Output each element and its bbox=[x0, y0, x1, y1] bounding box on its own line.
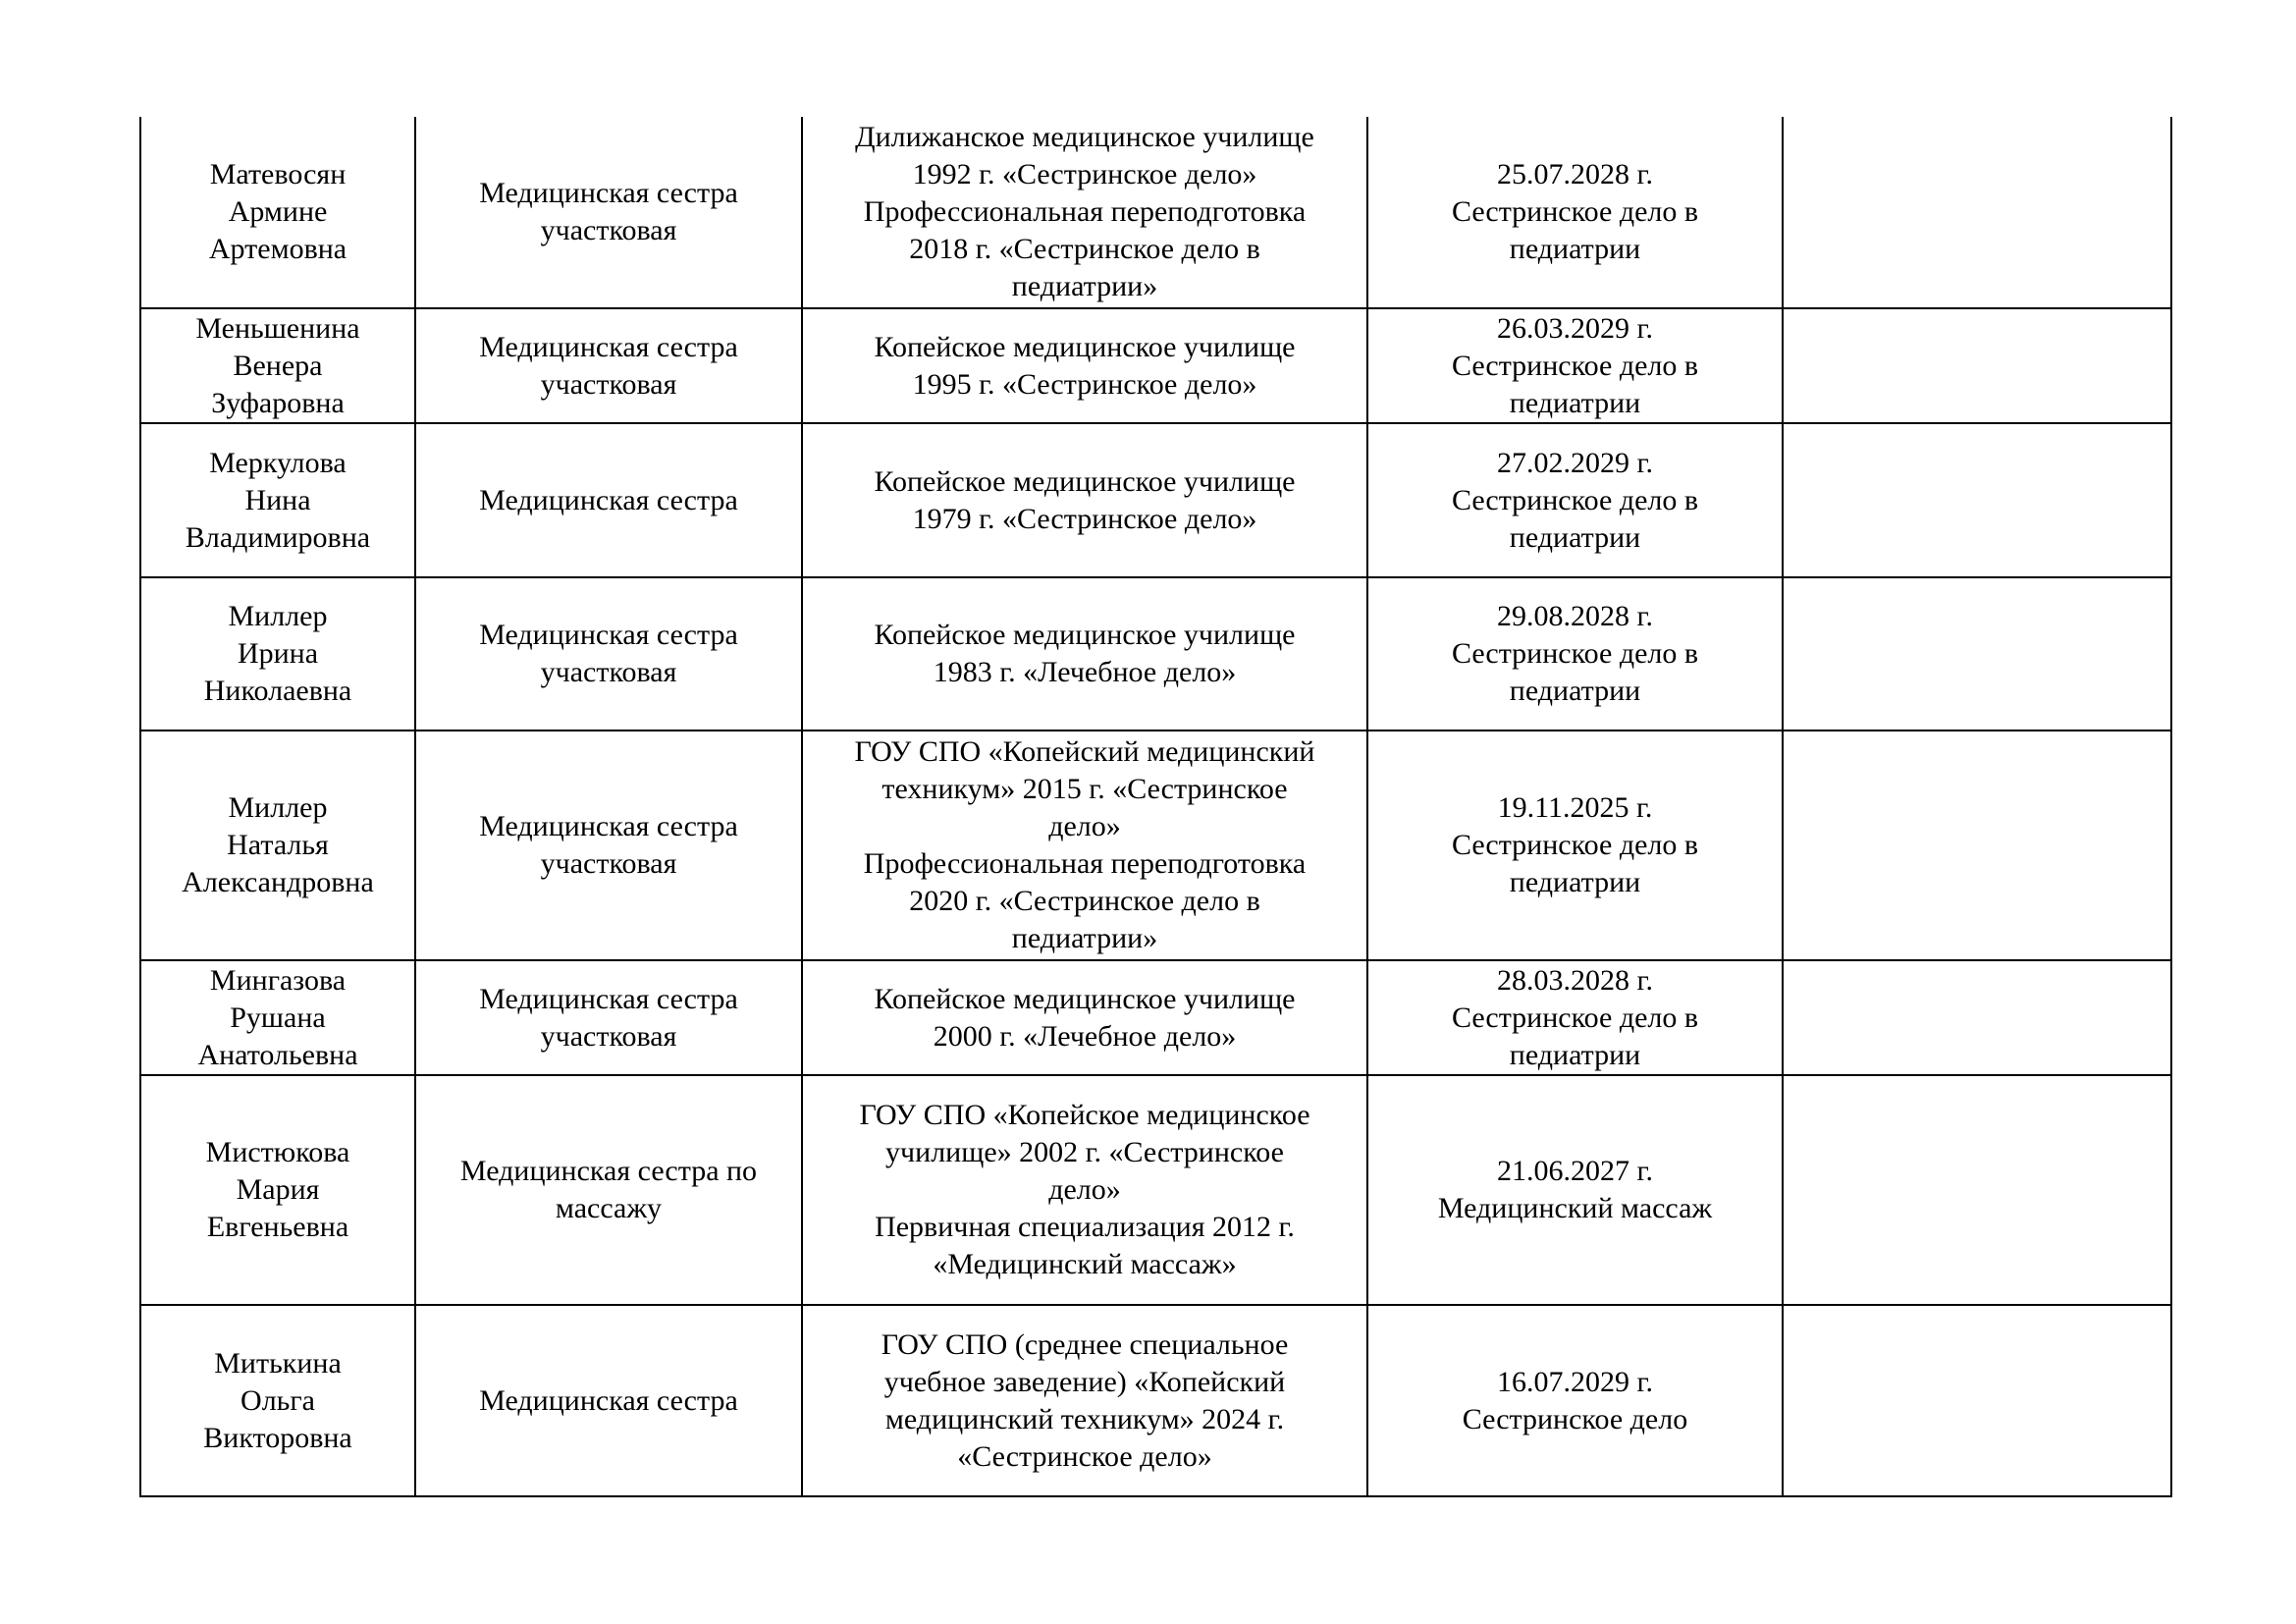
education-cell: Копейское медицинское училище 1995 г. «Сестринское дело» bbox=[802, 308, 1367, 423]
certificate-cell: 21.06.2027 г. Медицинский массаж bbox=[1367, 1075, 1783, 1305]
position-cell: Медицинская сестра bbox=[415, 1305, 802, 1496]
name-cell: Мингазова Рушана Анатольевна bbox=[140, 960, 415, 1075]
table-row bbox=[140, 960, 2171, 1075]
name-cell: Мистюкова Мария Евгеньевна bbox=[140, 1075, 415, 1305]
certificate-cell: 25.07.2028 г. Сестринское дело в педиатрии bbox=[1367, 117, 1783, 308]
name-cell: Миллер Ирина Николаевна bbox=[140, 577, 415, 731]
education-cell: ГОУ СПО «Копейский медицинский техникум» 2015 г. «Сестринское дело» Профессиональная переподготовка 2020 г. «Сестринское дело в педиатрии» bbox=[802, 731, 1367, 960]
table-row bbox=[140, 731, 2171, 960]
position-cell: Медицинская сестра по массажу bbox=[415, 1075, 802, 1305]
note-cell bbox=[1783, 731, 2171, 960]
note-cell bbox=[1783, 1075, 2171, 1305]
note-cell bbox=[1783, 308, 2171, 423]
certificate-cell: 19.11.2025 г. Сестринское дело в педиатрии bbox=[1367, 731, 1783, 960]
note-cell bbox=[1783, 117, 2171, 308]
staff-table bbox=[139, 117, 2172, 1497]
name-cell: Митькина Ольга Викторовна bbox=[140, 1305, 415, 1496]
table-row bbox=[140, 1075, 2171, 1305]
education-cell: Копейское медицинское училище 1983 г. «Лечебное дело» bbox=[802, 577, 1367, 731]
note-cell bbox=[1783, 577, 2171, 731]
certificate-cell: 29.08.2028 г. Сестринское дело в педиатрии bbox=[1367, 577, 1783, 731]
table-row bbox=[140, 117, 2171, 308]
note-cell bbox=[1783, 960, 2171, 1075]
certificate-cell: 26.03.2029 г. Сестринское дело в педиатрии bbox=[1367, 308, 1783, 423]
table-row bbox=[140, 577, 2171, 731]
education-cell: ГОУ СПО «Копейское медицинское училище» 2002 г. «Сестринское дело» Первичная специализация 2012 г. «Медицинский массаж» bbox=[802, 1075, 1367, 1305]
position-cell: Медицинская сестра участковая bbox=[415, 117, 802, 308]
position-cell: Медицинская сестра участковая bbox=[415, 960, 802, 1075]
table-row bbox=[140, 423, 2171, 577]
position-cell: Медицинская сестра участковая bbox=[415, 577, 802, 731]
name-cell: Меньшенина Венера Зуфаровна bbox=[140, 308, 415, 423]
certificate-cell: 16.07.2029 г. Сестринское дело bbox=[1367, 1305, 1783, 1496]
name-cell: Меркулова Нина Владимировна bbox=[140, 423, 415, 577]
position-cell: Медицинская сестра участковая bbox=[415, 308, 802, 423]
name-cell: Миллер Наталья Александровна bbox=[140, 731, 415, 960]
certificate-cell: 28.03.2028 г. Сестринское дело в педиатрии bbox=[1367, 960, 1783, 1075]
education-cell: Дилижанское медицинское училище 1992 г. «Сестринское дело» Профессиональная переподготовка 2018 г. «Сестринское дело в педиатрии» bbox=[802, 117, 1367, 308]
education-cell: Копейское медицинское училище 1979 г. «Сестринское дело» bbox=[802, 423, 1367, 577]
certificate-cell: 27.02.2029 г. Сестринское дело в педиатрии bbox=[1367, 423, 1783, 577]
name-cell: Матевосян Армине Артемовна bbox=[140, 117, 415, 308]
education-cell: ГОУ СПО (среднее специальное учебное заведение) «Копейский медицинский техникум» 2024 г. «Сестринское дело» bbox=[802, 1305, 1367, 1496]
table-row bbox=[140, 308, 2171, 423]
note-cell bbox=[1783, 423, 2171, 577]
education-cell: Копейское медицинское училище 2000 г. «Лечебное дело» bbox=[802, 960, 1367, 1075]
note-cell bbox=[1783, 1305, 2171, 1496]
position-cell: Медицинская сестра участковая bbox=[415, 731, 802, 960]
position-cell: Медицинская сестра bbox=[415, 423, 802, 577]
table-row bbox=[140, 1305, 2171, 1496]
